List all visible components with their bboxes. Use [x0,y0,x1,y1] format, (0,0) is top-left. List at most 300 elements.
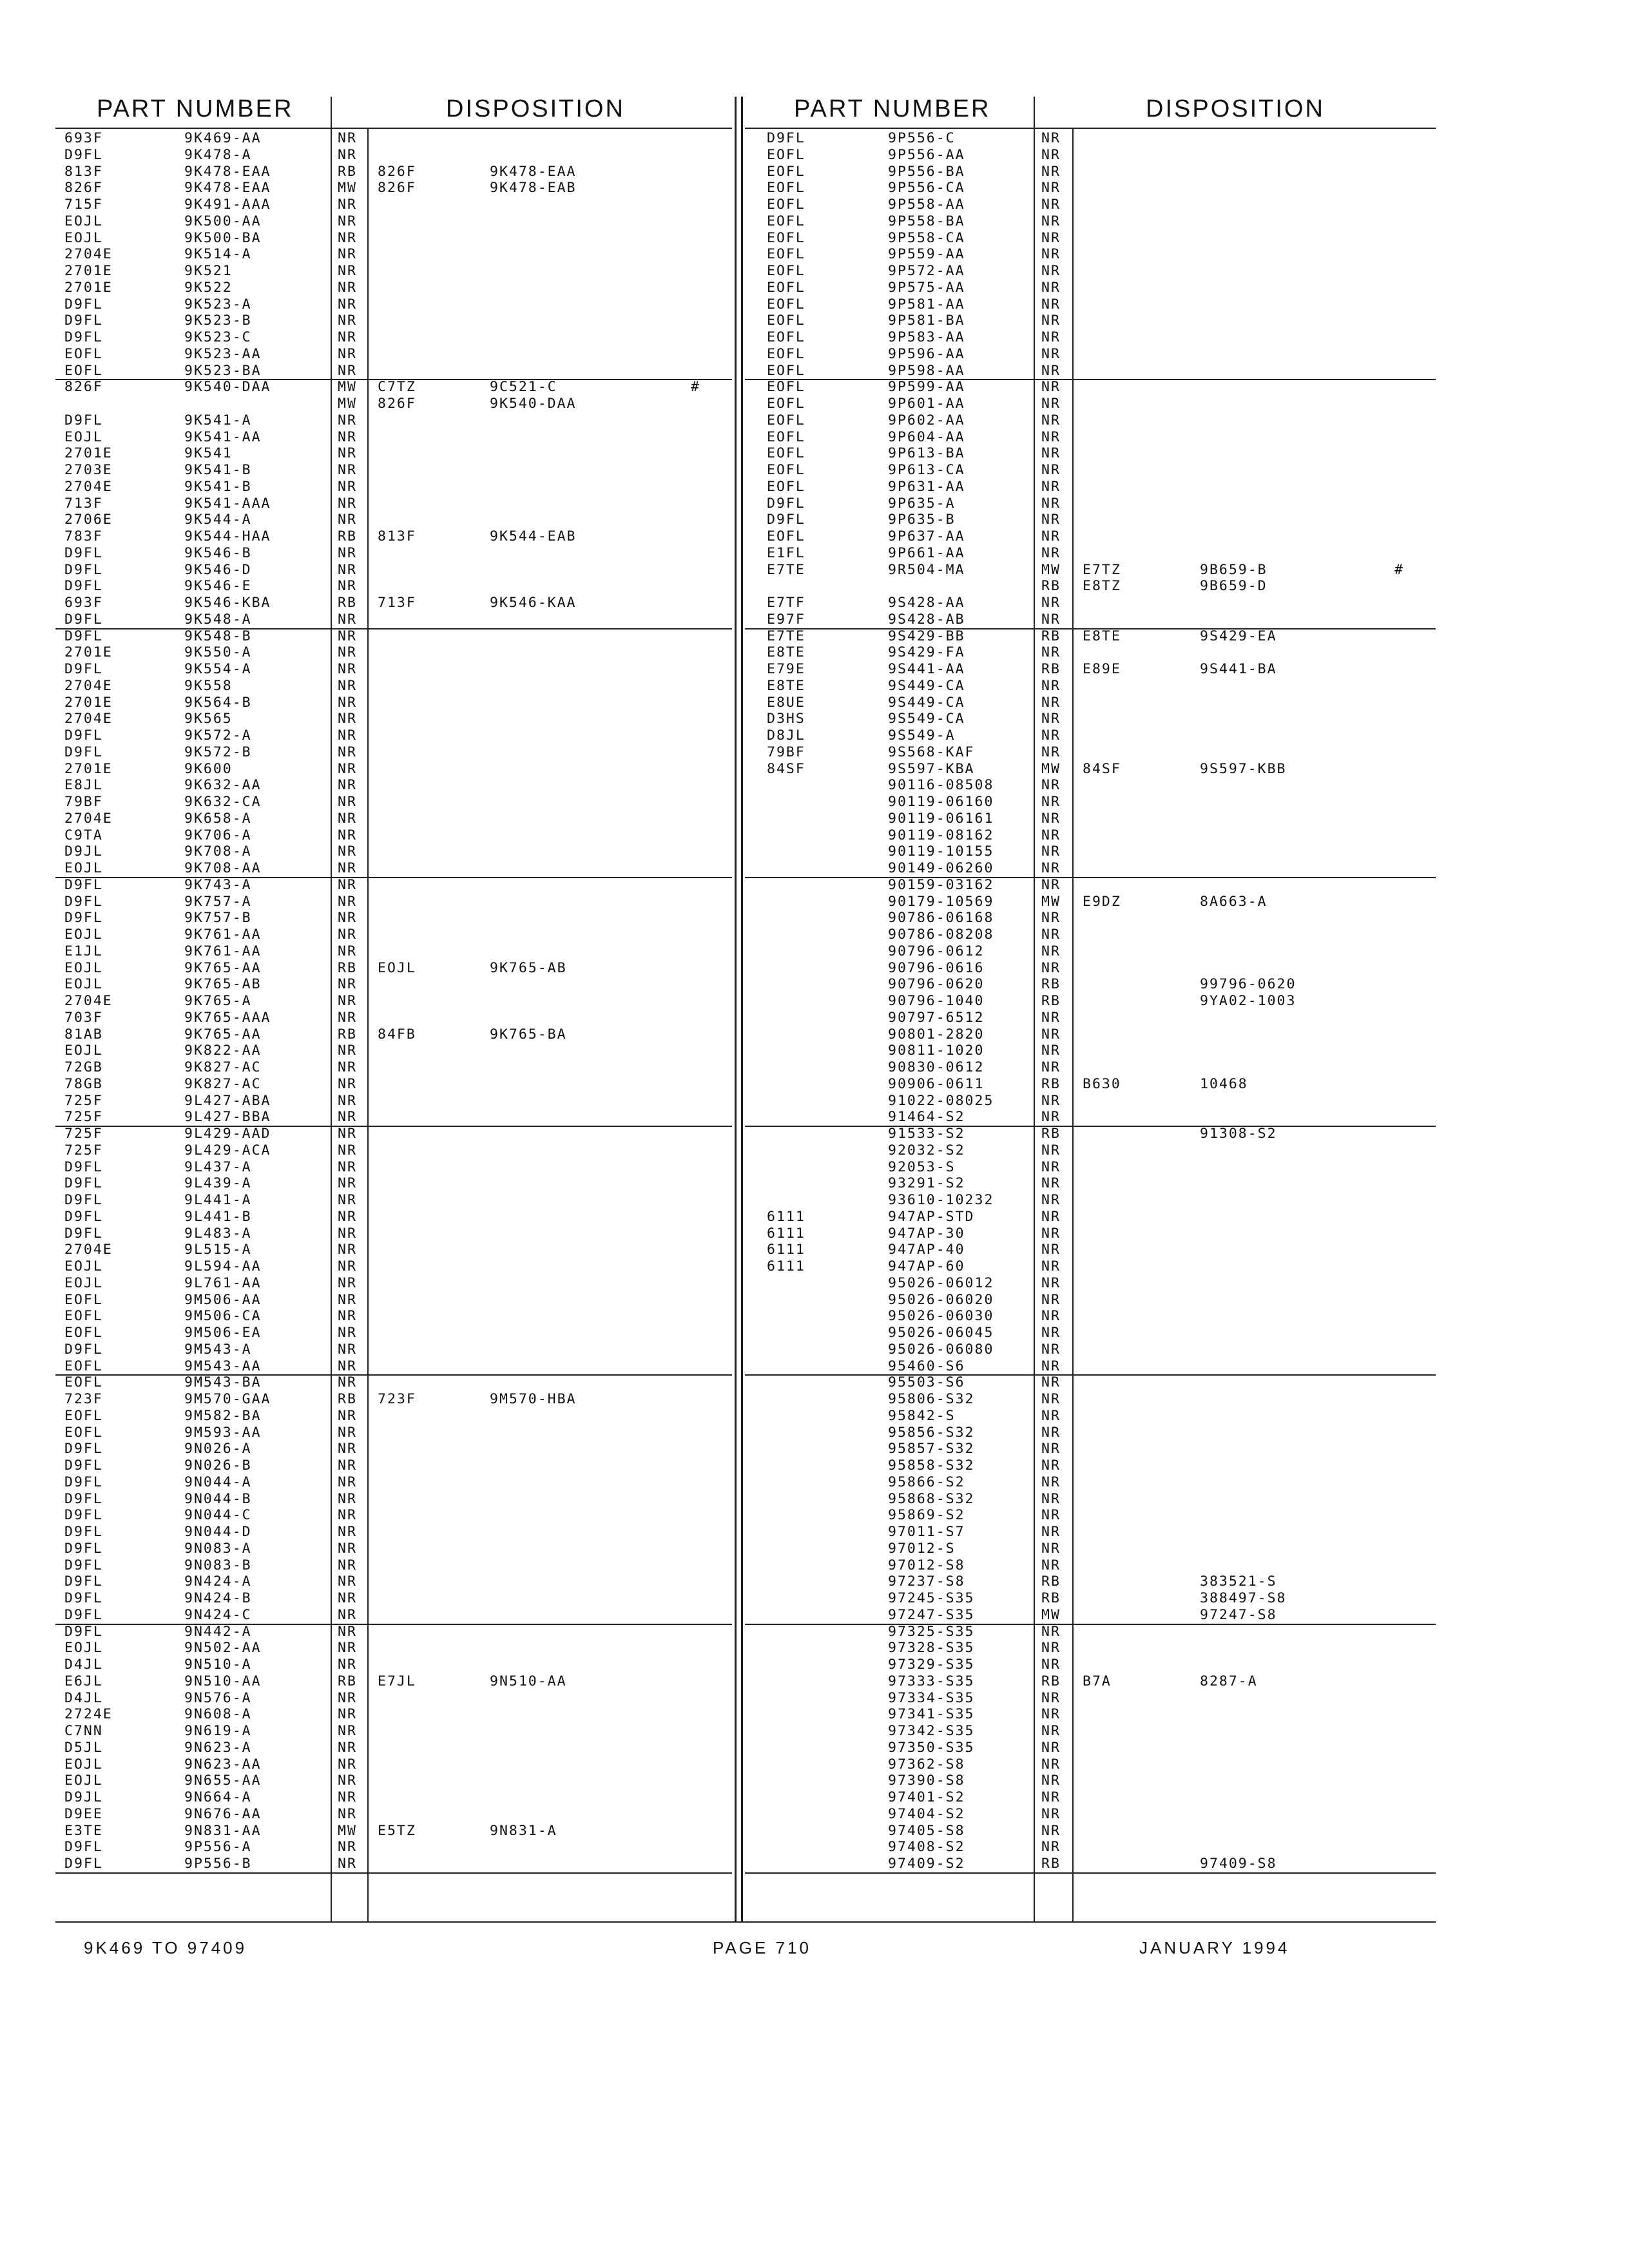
cell-model: D9JL [64,843,103,860]
cell-part: 9P635-A [888,495,956,512]
cell-code: NR [338,1126,357,1142]
cell-model: 2701E [64,694,113,711]
cell-part: 95026-06012 [888,1274,994,1291]
cell-model: 713F [64,495,103,512]
center-divider-a [735,97,737,1921]
group-separator [55,1872,732,1874]
cell-model: D3HS [767,711,805,727]
cell-model: 826F [64,379,103,396]
cell-part: 9N664-A [184,1789,252,1805]
cell-part: 9L515-A [184,1242,252,1258]
cell-part: 9L437-A [184,1158,252,1175]
cell-code: NR [1041,843,1061,860]
cell-part: 97011-S7 [888,1524,965,1540]
cell-model: 2704E [64,1242,113,1258]
cell-part: 9P558-CA [888,229,965,246]
cell-part: 95856-S32 [888,1424,975,1441]
cell-model: 2704E [64,993,113,1009]
cell-model: 723F [64,1391,103,1407]
cell-part: 95868-S32 [888,1490,975,1507]
cell-part: 9K822-AA [184,1043,262,1059]
cell-code: NR [338,1723,357,1739]
cell-part: 9P599-AA [888,379,965,396]
cell-part: 97328-S35 [888,1640,975,1657]
cell-part: 9K478-EAA [184,163,271,180]
cell-part: 9N510-A [184,1657,252,1673]
cell-model: D9FL [64,312,103,329]
cell-model: EOFL [767,296,805,312]
cell-part: 9K708-A [184,843,252,860]
cell-model: EOFL [64,1325,103,1341]
cell-code: NR [1041,146,1061,163]
cell-code: NR [338,810,357,827]
cell-code: NR [1041,744,1061,760]
cell-model: 2701E [64,445,113,462]
cell-part: 9K478-EAA [184,180,271,197]
cell-part: 9P572-AA [888,263,965,279]
cell-code: NR [1041,512,1061,528]
cell-model: EOJL [64,1773,103,1789]
cell-part: 90830-0612 [888,1059,985,1075]
cell-model: E8TE [767,677,805,694]
cell-part: 95842-S [888,1407,956,1424]
cell-part: 97245-S35 [888,1590,975,1606]
cell-code: NR [338,1490,357,1507]
cell-part: 9K541-B [184,462,252,478]
cell-model: D9FL [64,412,103,428]
cell-part: 95026-06080 [888,1341,994,1358]
right-column-divider [1034,97,1035,1921]
cell-part: 9K541-B [184,478,252,495]
cell-code: NR [1041,794,1061,810]
cell-part: 9M506-CA [184,1308,262,1325]
cell-part: 9K708-AA [184,860,262,876]
cell-code: NR [1041,1358,1061,1374]
cell-code: NR [1041,495,1061,512]
cell-part: 9P661-AA [888,544,965,561]
cell-part: 90116-08508 [888,777,994,794]
cell-code: RB [338,959,357,976]
cell-model: EOJL [64,428,103,445]
cell-model: EOJL [64,976,103,993]
cell-code: NR [338,943,357,959]
cell-part: 9P637-AA [888,528,965,544]
cell-model: E6JL [64,1673,103,1689]
cell-ref_part: 97409-S8 [1200,1856,1277,1872]
group-separator [55,628,732,629]
cell-code: NR [1041,1756,1061,1773]
cell-code: NR [1041,1242,1061,1258]
cell-part: 9M543-BA [184,1374,262,1391]
cell-part: 9N510-AA [184,1673,262,1689]
cell-part: 9P581-AA [888,296,965,312]
cell-ref_model: 826F [378,163,416,180]
cell-part: 9K541-AAA [184,495,271,512]
cell-code: NR [1041,1407,1061,1424]
cell-part: 92032-S2 [888,1142,965,1158]
cell-model: 783F [64,528,103,544]
cell-code: NR [338,1441,357,1457]
cell-code: NR [338,1540,357,1557]
cell-ref_part: 8287-A [1200,1673,1258,1689]
cell-ref_part: 9N831-A [490,1822,557,1839]
cell-code: NR [338,130,357,146]
cell-part: 97012-S [888,1540,956,1557]
cell-part: 9N623-A [184,1739,252,1756]
cell-ref_part: 9B659-D [1200,578,1268,595]
cell-part: 9K500-AA [184,213,262,229]
cell-code: NR [338,1175,357,1192]
cell-code: NR [338,561,357,578]
cell-code: NR [338,860,357,876]
cell-code: NR [338,1424,357,1441]
cell-part: 9P575-AA [888,279,965,296]
cell-code: NR [1041,1706,1061,1723]
cell-ref_part: 8A663-A [1200,893,1268,910]
cell-model: D9EE [64,1805,103,1822]
cell-part: 9S449-CA [888,677,965,694]
cell-code: NR [338,1274,357,1291]
cell-part: 90179-10569 [888,893,994,910]
cell-model: E97F [767,611,805,628]
cell-model: D9FL [64,1457,103,1474]
cell-part: 9M506-AA [184,1291,262,1308]
cell-part: 9K548-A [184,611,252,628]
cell-code: NR [1041,727,1061,744]
cell-model: 79BF [64,794,103,810]
cell-part: 947AP-40 [888,1242,965,1258]
cell-part: 9K706-A [184,827,252,843]
cell-part: 90119-10155 [888,843,994,860]
cell-part: 9K522 [184,279,233,296]
cell-part: 90119-08162 [888,827,994,843]
cell-part: 95857-S32 [888,1441,975,1457]
cell-model: 725F [64,1142,103,1158]
cell-code: NR [338,197,357,213]
cell-part: 9N619-A [184,1723,252,1739]
cell-code: NR [338,1606,357,1623]
right-code-divider [1072,129,1074,1921]
cell-part: 9P604-AA [888,428,965,445]
cell-part: 90786-06168 [888,910,994,927]
cell-code: NR [338,910,357,927]
cell-part: 9K469-AA [184,130,262,146]
cell-code: NR [1041,1225,1061,1242]
cell-part: 9S441-AA [888,661,965,677]
cell-part: 97329-S35 [888,1657,975,1673]
cell-ref_model: 826F [378,396,416,412]
cell-part: 95026-06030 [888,1308,994,1325]
cell-model: 2704E [64,246,113,263]
cell-model: D8JL [767,727,805,744]
cell-model: EOFL [64,1358,103,1374]
cell-part: 9K521 [184,263,233,279]
cell-code: NR [1041,1009,1061,1026]
cell-model: EOFL [767,345,805,362]
cell-code: NR [1041,1043,1061,1059]
cell-model: 6111 [767,1258,805,1274]
cell-model: D9FL [64,1225,103,1242]
cell-part: 90796-0612 [888,943,985,959]
cell-code: NR [1041,478,1061,495]
cell-code: NR [1041,927,1061,943]
cell-part: 9P556-BA [888,163,965,180]
cell-part: 9P613-CA [888,462,965,478]
cell-code: NR [338,694,357,711]
cell-model: E7TE [767,628,805,644]
cell-model: EOFL [64,1374,103,1391]
cell-code: NR [1041,1640,1061,1657]
cell-code: NR [1041,810,1061,827]
cell-code: NR [338,1689,357,1706]
cell-ref_part: 91308-S2 [1200,1126,1277,1142]
cell-part: 9P558-BA [888,213,965,229]
cell-code: MW [1041,1606,1061,1623]
cell-code: NR [1041,611,1061,628]
cell-code: NR [1041,329,1061,345]
cell-model: 2704E [64,810,113,827]
cell-model: D9FL [767,130,805,146]
cell-model: 725F [64,1126,103,1142]
cell-code: NR [338,312,357,329]
cell-part: 9S429-FA [888,644,965,661]
cell-part: 9P556-AA [888,146,965,163]
cell-model: EOJL [64,1043,103,1059]
cell-part: 9S549-CA [888,711,965,727]
cell-part: 947AP-60 [888,1258,965,1274]
cell-part: 90149-06260 [888,860,994,876]
cell-model: D9FL [64,727,103,744]
cell-model: EOFL [767,478,805,495]
cell-model: D9FL [64,1606,103,1623]
cell-code: NR [1041,1308,1061,1325]
cell-part: 9S428-AA [888,595,965,611]
cell-code: NR [338,711,357,727]
cell-code: NR [338,1623,357,1640]
cell-model: D9FL [64,1490,103,1507]
cell-model: 72GB [64,1059,103,1075]
cell-code: NR [338,1789,357,1805]
cell-code: NR [1041,1789,1061,1805]
cell-part: 9K540-DAA [184,379,271,396]
cell-code: NR [338,1374,357,1391]
cell-code: MW [338,379,357,396]
cell-model: E7TF [767,595,805,611]
cell-part: 9N442-A [184,1623,252,1640]
cell-code: NR [338,1109,357,1126]
cell-code: NR [1041,279,1061,296]
cell-model: 813F [64,163,103,180]
cell-part: 9P602-AA [888,412,965,428]
cell-part: 9M570-GAA [184,1391,271,1407]
cell-code: NR [338,1075,357,1092]
cell-code: RB [1041,976,1061,993]
cell-part: 9L483-A [184,1225,252,1242]
group-separator [55,1624,732,1625]
cell-ref_model: B7A [1083,1673,1112,1689]
cell-code: NR [338,1739,357,1756]
cell-code: RB [338,1391,357,1407]
cell-part: 95866-S2 [888,1474,965,1490]
cell-model: EOFL [64,1407,103,1424]
page-date: JANUARY 1994 [1139,1938,1290,1957]
cell-part: 97342-S35 [888,1723,975,1739]
cell-code: NR [338,263,357,279]
cell-model: 826F [64,180,103,197]
cell-code: NR [1041,197,1061,213]
cell-code: NR [338,478,357,495]
cell-model: EOJL [64,1274,103,1291]
cell-code: NR [1041,296,1061,312]
cell-ref_model: E8TE [1083,628,1121,644]
cell-part: 9P558-AA [888,197,965,213]
cell-code: NR [338,428,357,445]
cell-part: 91533-S2 [888,1126,965,1142]
cell-code: NR [338,1839,357,1856]
cell-ref_part: 388497-S8 [1200,1590,1287,1606]
cell-part: 90159-03162 [888,876,994,893]
cell-ref_model: 813F [378,528,416,544]
cell-code: RB [1041,1126,1061,1142]
cell-code: NR [1041,130,1061,146]
cell-ref_part: 10468 [1200,1075,1248,1092]
cell-code: NR [1041,163,1061,180]
cell-part: 9N424-A [184,1573,252,1590]
cell-model: D9FL [64,661,103,677]
cell-code: NR [338,976,357,993]
cell-part: 97334-S35 [888,1689,975,1706]
cell-code: NR [338,279,357,296]
cell-part: 9S428-AB [888,611,965,628]
cell-ref_model: 723F [378,1391,416,1407]
cell-part: 97405-S8 [888,1822,965,1839]
cell-code: NR [1041,1291,1061,1308]
cell-code: NR [1041,1839,1061,1856]
cell-part: 9K765-A [184,993,252,1009]
cell-part: 9K546-E [184,578,252,595]
cell-model: EOFL [767,428,805,445]
cell-part: 90801-2820 [888,1026,985,1043]
cell-code: NR [338,1474,357,1490]
cell-model: EOJL [64,860,103,876]
cell-code: NR [1041,1026,1061,1043]
cell-ref_model: E9DZ [1083,893,1121,910]
cell-part: 9K743-A [184,876,252,893]
cell-code: NR [1041,1158,1061,1175]
cell-model: 2704E [64,478,113,495]
cell-code: NR [338,677,357,694]
group-separator [55,877,732,878]
cell-part: 9K523-C [184,329,252,345]
cell-code: NR [1041,1557,1061,1573]
left-disposition-header: DISPOSITION [446,95,625,122]
cell-part: 93291-S2 [888,1175,965,1192]
cell-code: NR [338,827,357,843]
cell-ref_part: 9M570-HBA [490,1391,577,1407]
cell-code: NR [1041,827,1061,843]
left-code-divider [367,129,369,1921]
cell-code: NR [1041,1623,1061,1640]
cell-model: EOFL [64,1424,103,1441]
cell-code: NR [1041,1657,1061,1673]
cell-part: 9N424-B [184,1590,252,1606]
cell-code: NR [338,246,357,263]
cell-part: 9N676-AA [184,1805,262,1822]
cell-part: 9N026-B [184,1457,252,1474]
cell-model: D9FL [64,1208,103,1225]
cell-model: 2704E [64,711,113,727]
cell-part: 9N044-C [184,1507,252,1524]
cell-model: D9FL [64,1623,103,1640]
cell-code: NR [338,1158,357,1175]
cell-part: 9K761-AA [184,927,262,943]
cell-code: NR [338,544,357,561]
cell-part: 90786-08208 [888,927,994,943]
cell-model: D9FL [64,561,103,578]
cell-code: RB [338,1673,357,1689]
cell-part: 9K523-AA [184,345,262,362]
cell-part: 9K632-AA [184,777,262,794]
cell-code: NR [1041,445,1061,462]
cell-code: NR [1041,229,1061,246]
cell-model: EOFL [767,362,805,379]
cell-part: 9N623-AA [184,1756,262,1773]
cell-part: 95026-06020 [888,1291,994,1308]
cell-model: E3TE [64,1822,103,1839]
cell-part: 9L429-ACA [184,1142,271,1158]
cell-part: 9P583-AA [888,329,965,345]
cell-code: NR [1041,345,1061,362]
cell-code: MW [1041,893,1061,910]
cell-code: NR [338,578,357,595]
group-separator [745,379,1436,380]
cell-code: NR [338,362,357,379]
cell-ref_model: E7TZ [1083,561,1121,578]
cell-ref_part: 9K540-DAA [490,396,577,412]
cell-model: EOFL [767,279,805,296]
cell-code: NR [1041,644,1061,661]
cell-part: 9K523-A [184,296,252,312]
cell-code: NR [338,1225,357,1242]
cell-part: 9K548-B [184,628,252,644]
cell-ref_part: 9N510-AA [490,1673,567,1689]
cell-part: 9K478-A [184,146,252,163]
cell-ref_part: 97247-S8 [1200,1606,1277,1623]
cell-part: 9K523-BA [184,362,262,379]
cell-part: 9P598-AA [888,362,965,379]
cell-ref_part: 99796-0620 [1200,976,1296,993]
cell-part: 9N044-B [184,1490,252,1507]
cell-part: 9K572-A [184,727,252,744]
cell-code: NR [1041,246,1061,263]
cell-code: NR [1041,1507,1061,1524]
cell-model: D9FL [64,1341,103,1358]
cell-ref_model: B630 [1083,1075,1121,1092]
cell-model: 2701E [64,760,113,777]
cell-code: NR [338,1341,357,1358]
cell-part: 9K544-A [184,512,252,528]
cell-model: 2703E [64,462,113,478]
cell-ref_part: 9K478-EAB [490,180,577,197]
cell-model: E79E [767,661,805,677]
cell-model: C9TA [64,827,103,843]
cell-model: EOFL [767,197,805,213]
cell-code: NR [1041,412,1061,428]
cell-part: 90906-0611 [888,1075,985,1092]
cell-code: NR [338,644,357,661]
cell-model: 81AB [64,1026,103,1043]
cell-model: 2706E [64,512,113,528]
